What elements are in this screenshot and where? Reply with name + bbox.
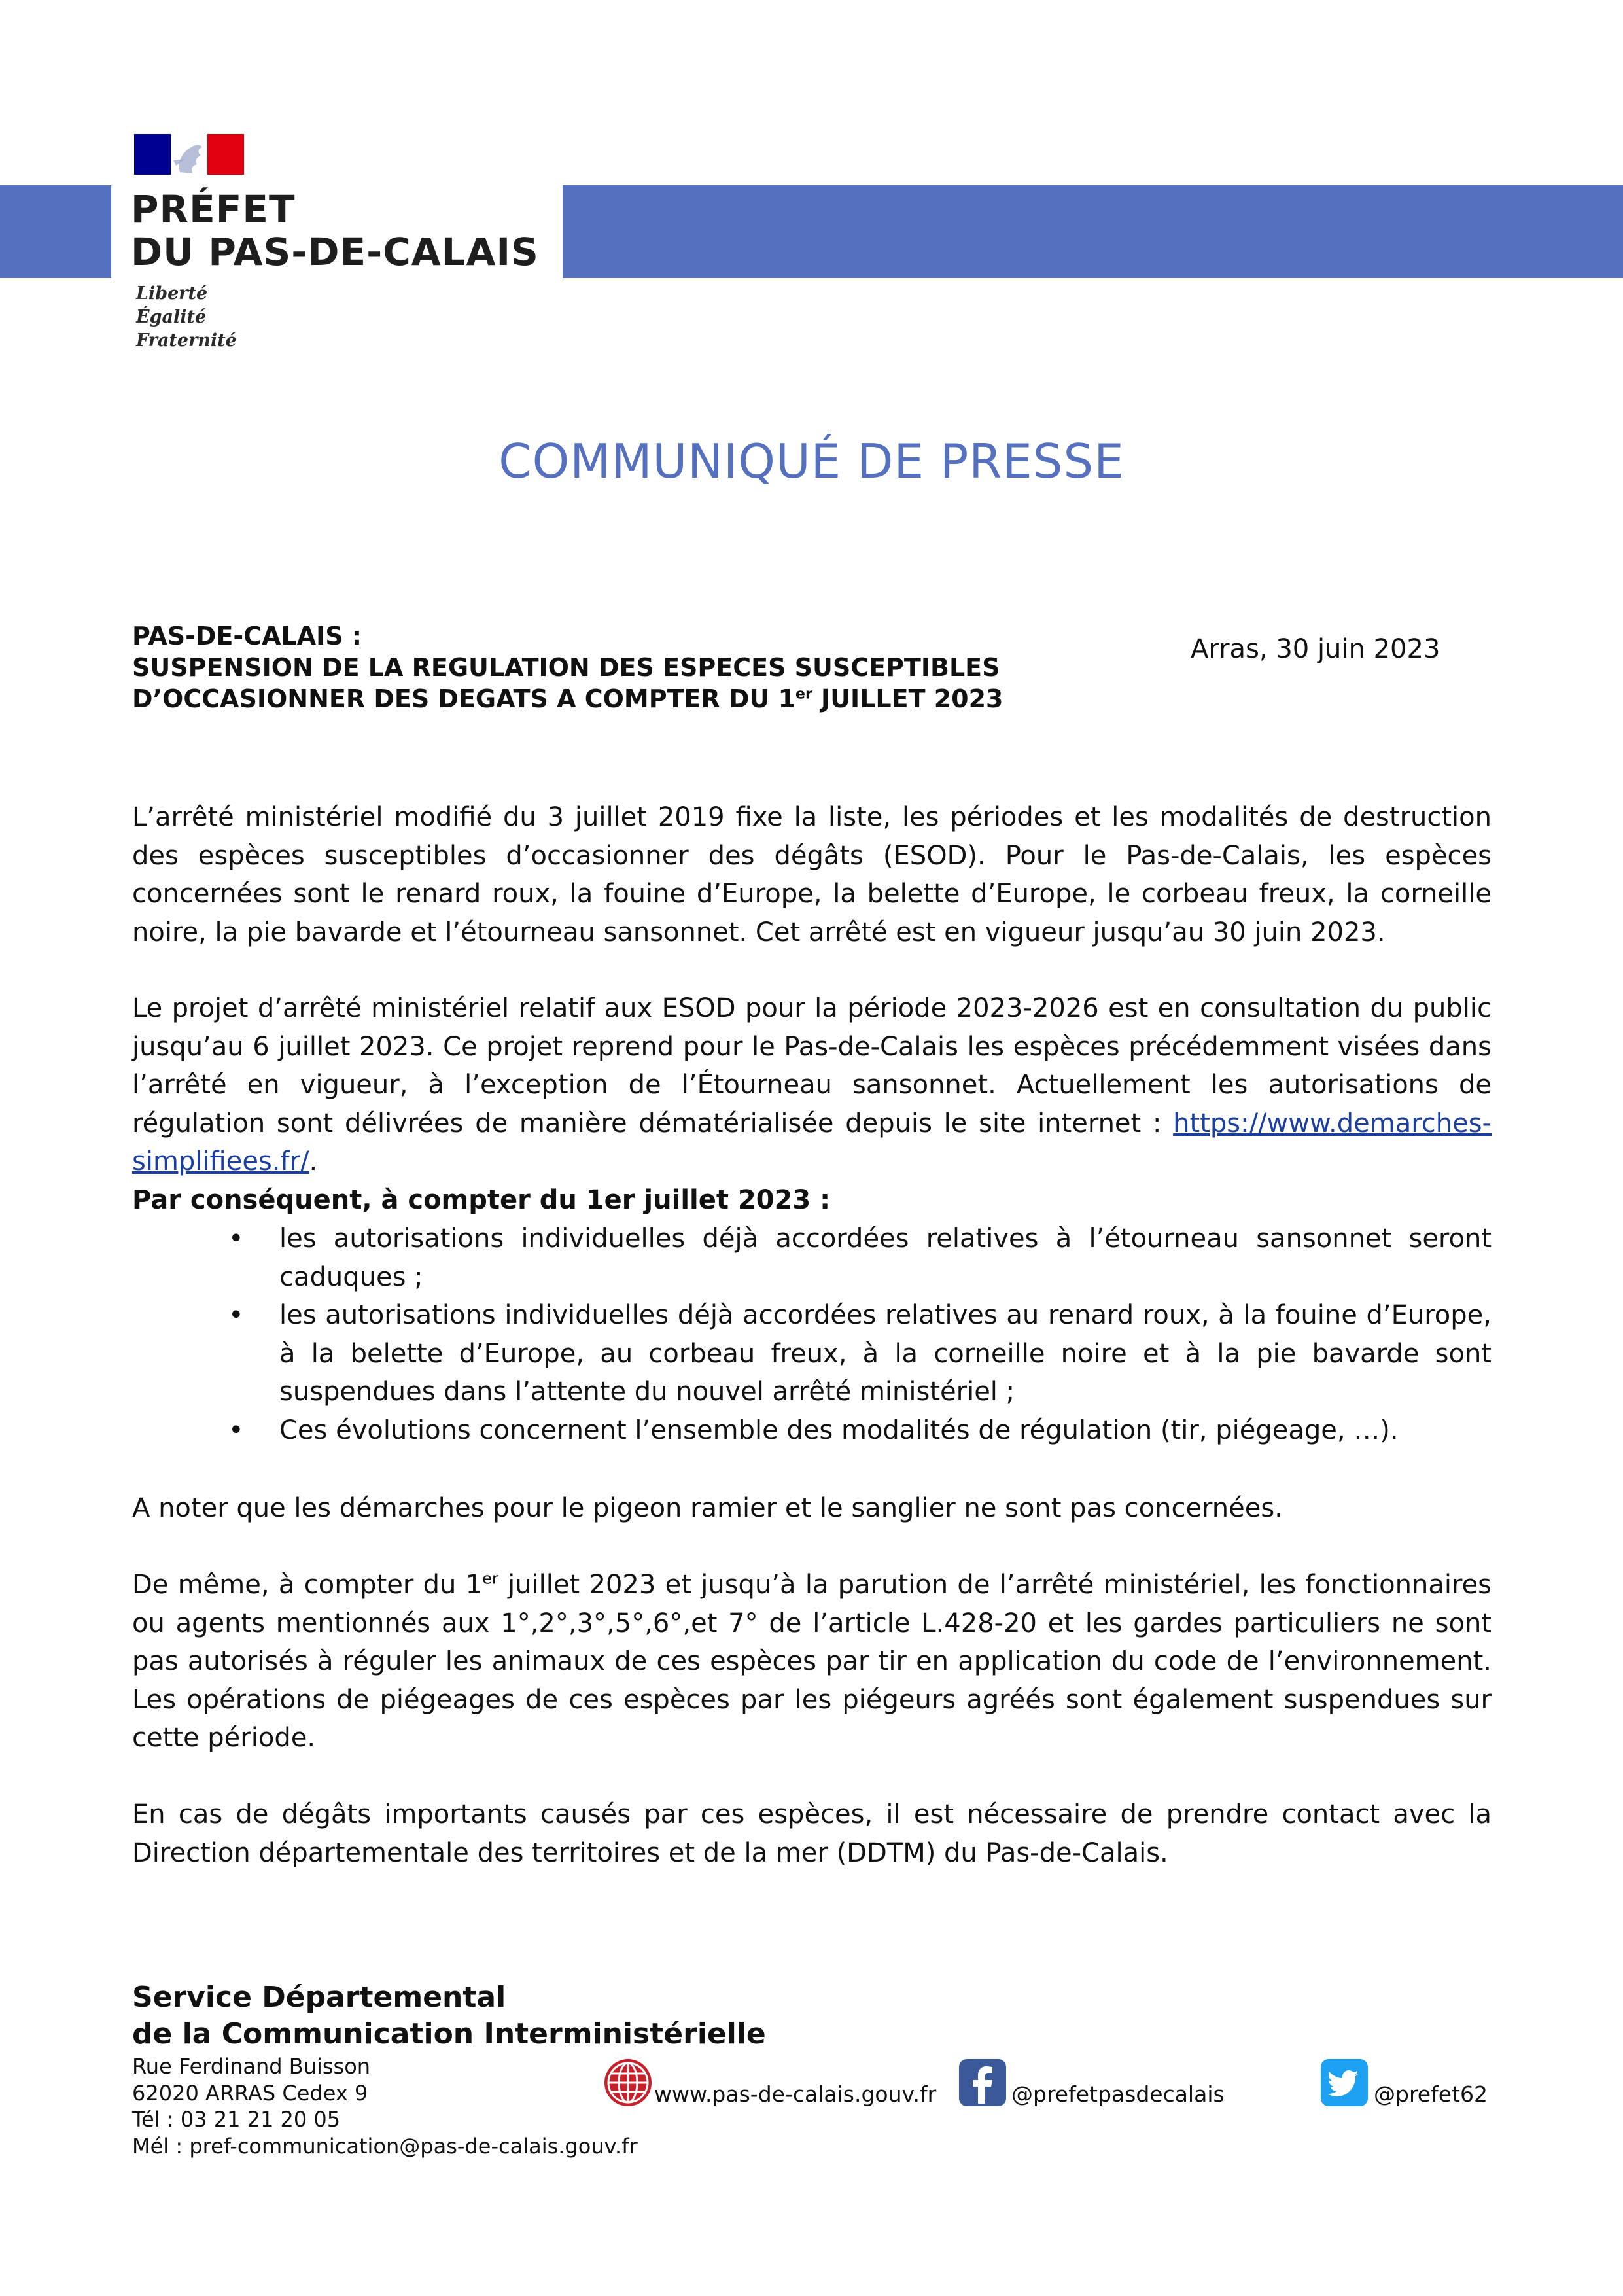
press-release-title: COMMUNIQUÉ DE PRESSE [498, 434, 1125, 489]
service-address [132, 2053, 638, 2159]
list-item: • les autorisations individuelles déjà accordées relatives à l’étourneau sansonnet seront caduques ; [228, 1224, 1492, 1292]
paragraph-4: De même, à compter du 1er juillet 2023 et jusqu’à la parution de l’arrêté ministériel, les fonctionnaires ou agents mentionnés aux 1°,2°,3°,5°,6°,et 7° de l’article L.428-20 et les gardes particuliers ne sont pas autorisés à réguler les animaux de ces espèces par tir en application du code de l’environnement. Les opérations de piégeages de ces espèces par les piégeurs agréés sont également suspendues sur cette période. [132, 1569, 1492, 1753]
motto-fraternite: Fraternité [136, 330, 237, 351]
subject-line1: PAS-DE-CALAIS : [132, 622, 362, 650]
phone-number: Tél : 03 21 21 20 05 [132, 2107, 341, 2132]
paragraph-5: En cas de dégâts importants causés par ces espèces, il est nécessaire de prendre contact avec la Direction départementale des territoires et de la mer (DDTM) du Pas-de-Calais. [132, 1799, 1492, 1868]
twitter-handle[interactable]: @prefet62 [1374, 2081, 1488, 2107]
consequence-heading: Par conséquent, à compter du 1er juillet 2023 : [132, 1185, 831, 1215]
subject-line3: D’OCCASIONNER DES DEGATS A COMPTER DU 1er JUILLET 2023 [132, 684, 1003, 713]
demarches-link[interactable]: https://www.demarches-simplifiees.fr/ [132, 1108, 1492, 1176]
twitter-icon [1319, 2057, 1369, 2109]
subject-block [132, 620, 1061, 715]
motto-egalite: Égalité [136, 307, 207, 327]
subject-line2: SUSPENSION DE LA REGULATION DES ESPECES SUSCEPTIBLES [132, 653, 1000, 682]
list-item: • Ces évolutions concernent l’ensemble des modalités de régulation (tir, piégeage, …). [228, 1415, 1399, 1445]
release-date: Arras, 30 juin 2023 [1191, 634, 1440, 664]
prefet-title-line2: DU PAS-DE-CALAIS [131, 230, 539, 274]
facebook-handle[interactable]: @prefetpasdecalais [1011, 2081, 1225, 2107]
facebook-icon [958, 2057, 1007, 2109]
paragraph-2: Le projet d’arrêté ministériel relatif aux ESOD pour la période 2023-2026 est en consultation du public jusqu’au 6 juillet 2023. Ce projet reprend pour le Pas-de-Calais les espèces précédemment visées dans l’arrêté en vigueur, à l’exception de l’Étourneau sansonnet. Actuellement les autorisations de régulation sont délivrées de manière dématérialisée depuis le site internet : https://www.demarches-simplifiees.fr/. [132, 993, 1492, 1176]
prefecture-logo [111, 131, 563, 363]
paragraph-1: L’arrêté ministériel modifié du 3 juillet 2019 fixe la liste, les périodes et les modalités de destruction des espèces susceptibles d’occasionner des dégâts (ESOD). Pour le Pas-de-Calais, les espèces concernées sont le renard roux, la fouine d’Europe, la belette d’Europe, le corbeau freux, la corneille noire, la pie bavarde et l’étourneau sansonnet. Cet arrêté est en vigueur jusqu’au 30 juin 2023. [132, 802, 1492, 947]
service-name: Service Départemental de la Communication Interministérielle [132, 1981, 766, 2051]
address-city: 62020 ARRAS Cedex 9 [132, 2080, 368, 2106]
email-address: Mél : pref-communication@pas-de-calais.gouv.fr [132, 2133, 638, 2159]
motto-liberte: Liberté [136, 283, 208, 304]
marianne-flag-icon [134, 134, 244, 175]
address-street: Rue Ferdinand Buisson [132, 2054, 371, 2079]
website-link[interactable]: www.pas-de-calais.gouv.fr [654, 2081, 937, 2107]
prefet-title-line1: PRÉFET [131, 187, 296, 232]
globe-icon [602, 2057, 654, 2109]
consequence-list [132, 1220, 1492, 1449]
list-item: • les autorisations individuelles déjà accordées relatives au renard roux, à la fouine d’Europe, à la belette d’Europe, au corbeau freux, à la corneille noire et à la pie bavarde sont suspendues dans l’attente du nouvel arrêté ministériel ; [228, 1300, 1492, 1407]
paragraph-3: A noter que les démarches pour le pigeon ramier et le sanglier ne sont pas concernées. [132, 1493, 1283, 1523]
